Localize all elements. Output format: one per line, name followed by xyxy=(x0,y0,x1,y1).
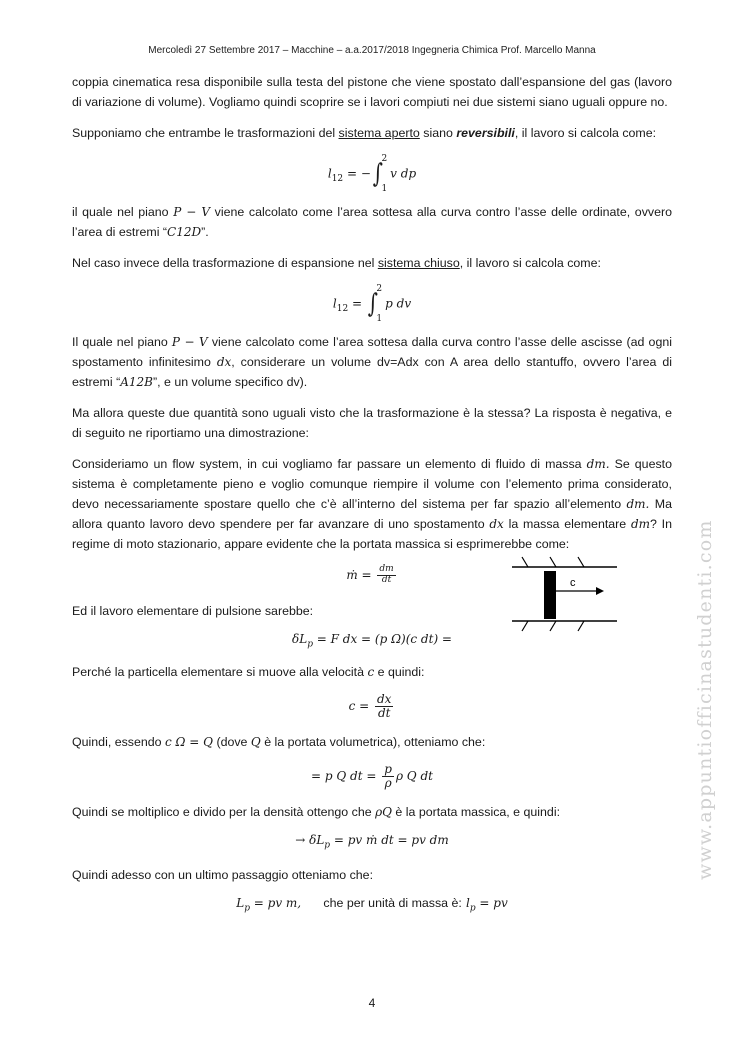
eq-subscript: p xyxy=(469,903,476,914)
eq-lhs: → δL xyxy=(295,833,325,848)
text: Se questo sistema è completamente pieno e voglio comunque riempire il volume con l’elemento prima considerato, devo necessariamente spostare quello che c’è all’interno del sistema per far spazio all’elemento xyxy=(72,457,672,511)
text: Perché la particella elementare si muove alla velocità xyxy=(72,664,368,679)
math: Q xyxy=(250,734,261,749)
text: e quindi: xyxy=(374,664,425,679)
eq-subscript: 12 xyxy=(331,174,344,185)
integral-sign: ∫ xyxy=(372,159,383,189)
upper-limit: 2 xyxy=(376,284,383,294)
eq-lhs: = p Q dt = xyxy=(311,769,381,784)
eq-rhs: = pv xyxy=(475,895,508,910)
math: c Ω = Q xyxy=(165,734,214,749)
denominator: dt xyxy=(381,574,392,585)
eq-integrand: p dv xyxy=(385,296,412,311)
lower-limit: 1 xyxy=(381,184,388,194)
equation-6 xyxy=(72,763,672,790)
paragraph-3 xyxy=(72,202,672,242)
equation-5 xyxy=(72,693,672,720)
text: siano xyxy=(419,126,457,140)
math: ρQ xyxy=(375,805,392,820)
velocity-label: c xyxy=(570,577,576,589)
eq-rhs: ρ Q dt xyxy=(395,769,433,784)
math: dm. xyxy=(626,497,650,511)
paragraph-8: Ed il lavoro elementare di pulsione sarebbe: xyxy=(72,604,314,618)
eq-text: che per unità di massa è: xyxy=(323,895,462,910)
text: è la portata massica, e quindi: xyxy=(391,805,561,820)
eq-symbol: l xyxy=(332,296,337,311)
text: Supponiamo che entrambe le trasformazioni del xyxy=(72,126,339,140)
text: , considerare un volume dv=Adx con A area dello stantuffo, ovvero l’area di estremi “ xyxy=(72,355,672,389)
watermark-text: www.appuntiofficinastudenti.com xyxy=(694,519,716,880)
text: è la portata volumetrica), otteniamo che: xyxy=(260,734,486,749)
eq-rhs: = pv m, xyxy=(249,895,302,910)
fraction xyxy=(377,565,395,586)
page-content xyxy=(72,72,672,924)
upper-hatch xyxy=(522,557,528,567)
paragraph-7 xyxy=(72,454,672,554)
denominator: ρ xyxy=(384,776,392,791)
text: ”. xyxy=(201,225,209,239)
upper-limit: 2 xyxy=(381,154,388,164)
piston xyxy=(544,571,556,619)
math: C12D xyxy=(167,225,202,239)
text: Ma allora quanto lavoro devo spendere per far avanzare di uno spostamento xyxy=(72,497,672,531)
paragraph-11 xyxy=(72,802,672,822)
equation-3-row xyxy=(72,565,672,595)
eq-symbol: l xyxy=(466,895,470,910)
eq-lhs: ṁ = xyxy=(346,567,376,582)
eq-relation: = − xyxy=(343,166,371,181)
eq-symbol: L xyxy=(236,895,245,910)
text: Consideriamo un flow system, in cui vogliamo far passare un elemento di fluido di massa xyxy=(72,457,587,471)
text: Quindi se moltiplico e divido per la densità ottengo che xyxy=(72,805,376,820)
math: c xyxy=(367,664,375,679)
page-number: 4 xyxy=(368,996,376,1010)
lower-hatch xyxy=(578,621,584,631)
eq-subscript: p xyxy=(324,840,331,851)
text: la massa elementare xyxy=(503,517,631,531)
math: P − V xyxy=(173,205,211,219)
text: Quindi, essendo xyxy=(72,734,165,749)
watermark xyxy=(690,500,720,880)
math: dx xyxy=(489,517,504,531)
piston-diagram xyxy=(512,555,622,641)
eq-symbol: l xyxy=(327,166,332,181)
text: Il quale nel piano xyxy=(72,335,172,349)
text: ”, e un volume specifico dv). xyxy=(152,375,308,389)
text: , il lavoro si calcola come: xyxy=(459,256,601,270)
integral-sign: ∫ xyxy=(367,289,378,319)
paragraph-9 xyxy=(72,662,672,682)
fraction xyxy=(382,763,394,790)
paragraph-10 xyxy=(72,732,672,752)
text: , il lavoro si calcola come: xyxy=(514,126,657,140)
eq-lhs: δL xyxy=(291,632,308,646)
math: dm. xyxy=(586,457,610,471)
arrow-head xyxy=(596,587,604,595)
math: dx xyxy=(216,355,232,369)
eq-subscript: p xyxy=(307,639,313,650)
upper-hatch xyxy=(550,557,556,567)
equation-2 xyxy=(72,284,672,324)
lower-hatch xyxy=(550,621,556,631)
equation-7 xyxy=(72,833,672,851)
denominator: dt xyxy=(377,705,391,720)
numerator: dx xyxy=(376,691,392,706)
paragraph-6: Ma allora queste due quantità sono uguali visto che la trasformazione è la stessa? La risposta è negativa, e di seguito ne riportiamo una dimostrazione: xyxy=(72,406,672,440)
text: il quale nel piano xyxy=(72,205,174,219)
eq-subscript: 12 xyxy=(336,304,349,315)
text: ? In regime di moto stazionario, appare evidente che la portata massica si esprimerebbe come: xyxy=(72,517,672,551)
link-closed-system[interactable]: sistema chiuso xyxy=(377,256,460,270)
eq-rhs: = pv ṁ dt = pv dm xyxy=(330,833,449,848)
paragraph-2 xyxy=(72,123,672,143)
eq-relation: = xyxy=(348,296,366,311)
paragraph-4 xyxy=(72,253,672,273)
math: dm xyxy=(630,517,651,531)
paragraph-12: Quindi adesso con un ultimo passaggio otteniamo che: xyxy=(72,867,374,882)
text: Nel caso invece della trasformazione di espansione nel xyxy=(72,256,378,270)
eq-rhs: = F dx = (p Ω)(c dt) = xyxy=(312,632,452,646)
paragraph-5 xyxy=(72,332,672,392)
equation-8 xyxy=(72,896,672,914)
lower-hatch xyxy=(522,621,528,631)
numerator: p xyxy=(384,761,392,776)
text: viene calcolato come l’area sottesa alla curva contro l’asse delle ordinate, ovvero l’area di estremi “ xyxy=(72,205,672,239)
text: viene calcolato come l’area sottesa dalla curva contro l’asse delle ascisse (ad ogni spostamento infinitesimo xyxy=(72,335,672,369)
page-header: Mercoledì 27 Settembre 2017 – Macchine – a.a.2017/2018 Ingegneria Chimica Prof. Marcello Manna xyxy=(148,45,596,56)
link-open-system[interactable]: sistema aperto xyxy=(338,126,420,140)
math: A12B xyxy=(120,375,153,389)
numerator: dm xyxy=(379,564,394,574)
math: P − V xyxy=(171,335,208,349)
eq-integrand: v dp xyxy=(390,166,417,181)
fraction xyxy=(375,693,393,720)
bold-reversible: reversibili xyxy=(456,126,515,140)
eq-subscript: p xyxy=(244,903,250,914)
eq-lhs: c = xyxy=(348,698,373,713)
lower-limit: 1 xyxy=(376,314,383,324)
equation-1 xyxy=(72,154,672,194)
upper-hatch xyxy=(578,557,584,567)
paragraph-1: coppia cinematica resa disponibile sulla testa del pistone che viene spostato dall’espansione del gas (lavoro di variazione di volume). Vogliamo quindi scoprire se i lavori compiuti nei due sistemi siano uguali oppure no. xyxy=(72,75,672,109)
text: (dove xyxy=(213,734,251,749)
